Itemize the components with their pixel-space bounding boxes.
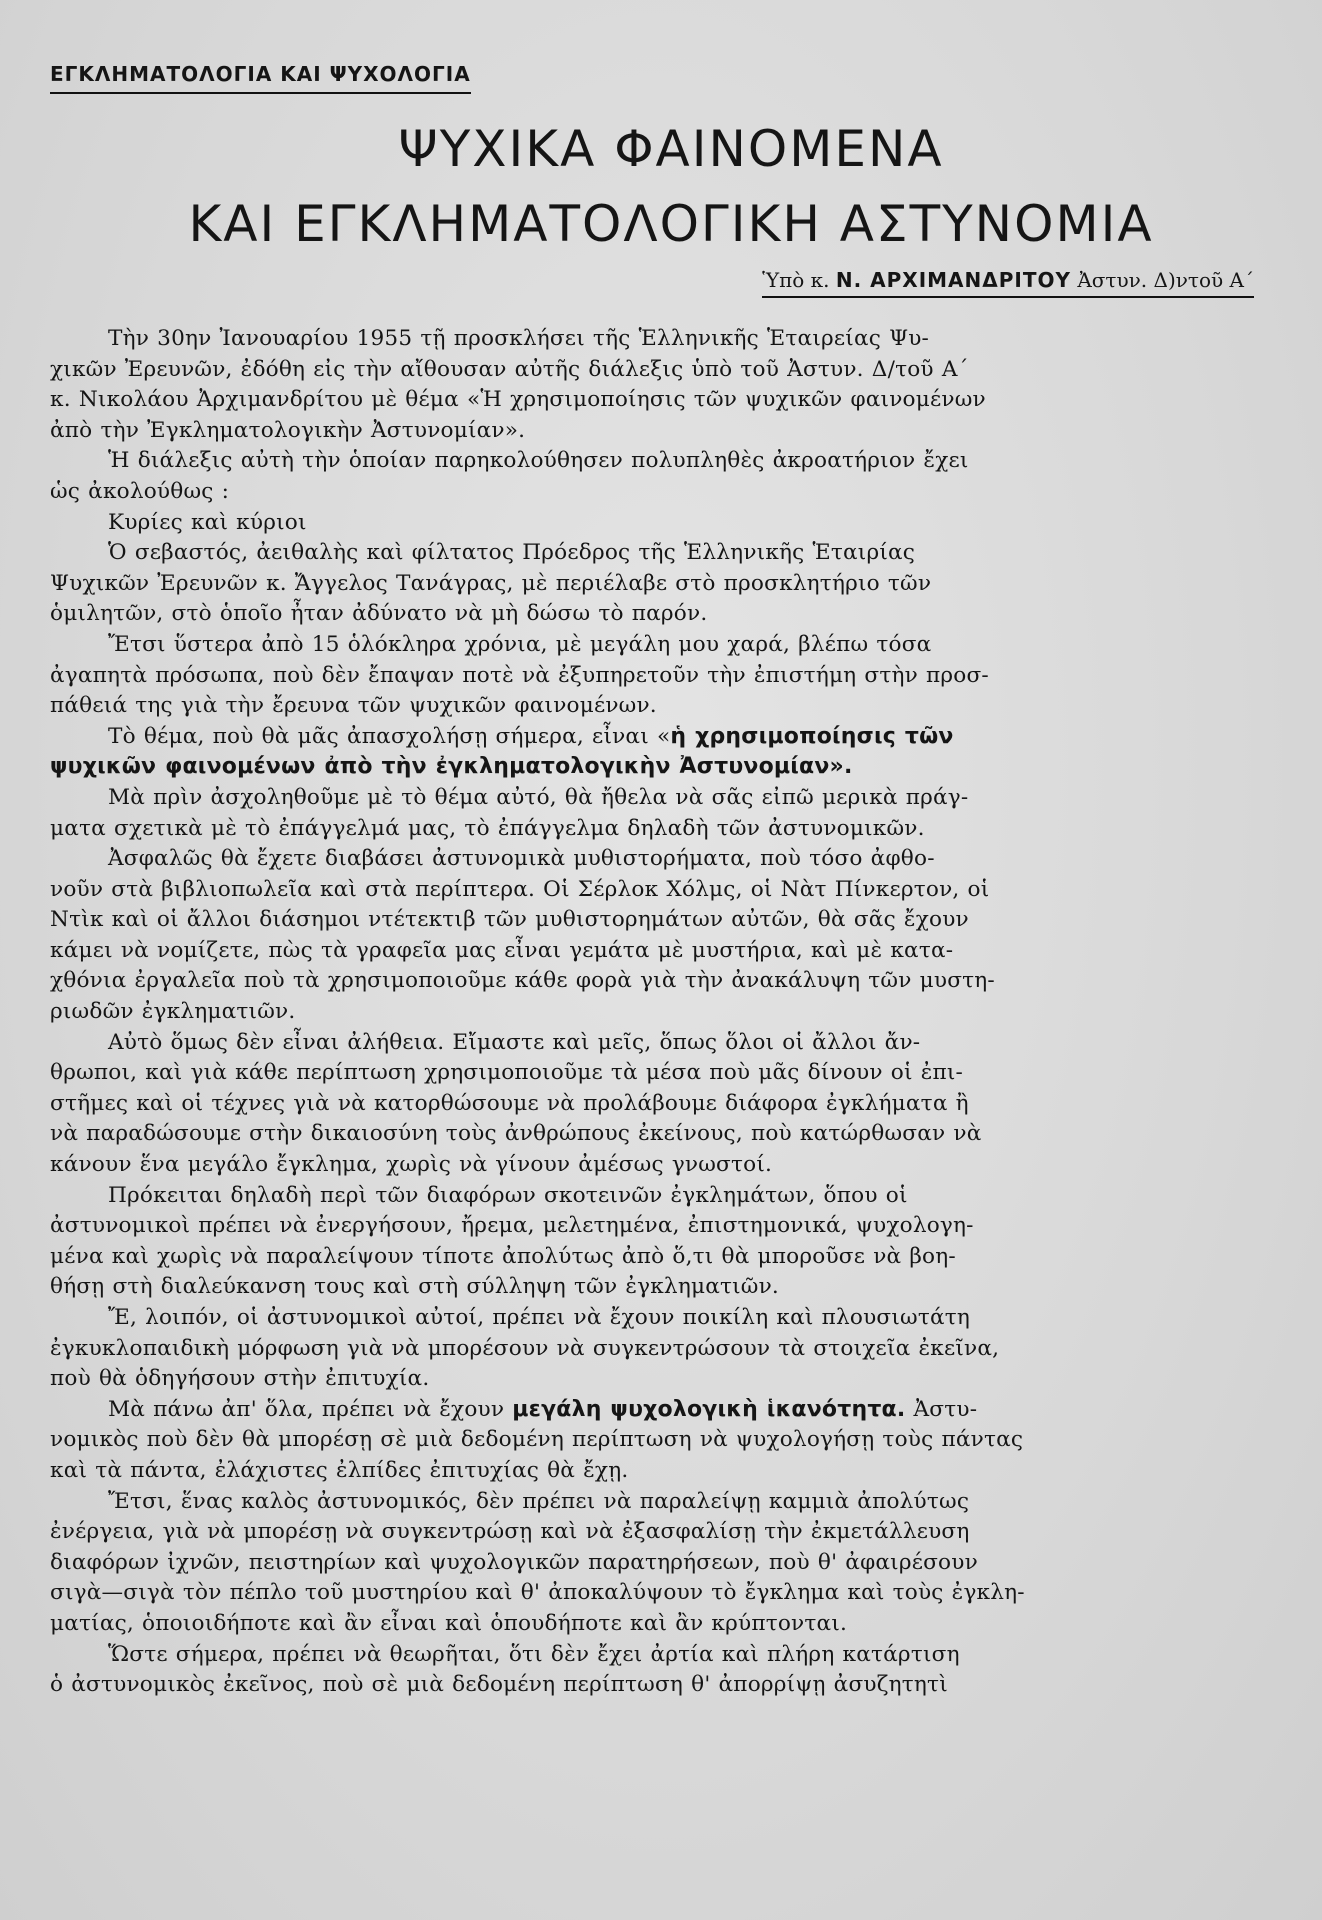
- body-line: [50, 1640, 1160, 1671]
- body-line-text: Κυρίες καὶ κύριοι: [108, 509, 307, 535]
- body-line: [50, 1395, 1160, 1426]
- body-line-text: πάθειά της γιὰ τὴν ἔρευνα τῶν ψυχικῶν φαινομένων.: [50, 693, 657, 719]
- body-line-text: Ἡ διάλεξις αὐτὴ τὴν ὁποίαν παρηκολούθησεν πολυπληθὲς ἀκροατήριον ἔχει: [108, 448, 969, 474]
- body-line-text: ριωδῶν ἐγκληματιῶν.: [50, 999, 296, 1025]
- body-line-text: ὡς ἀκολούθως :: [50, 478, 230, 504]
- body-line: [50, 446, 1160, 477]
- body-line-text: ὁμιλητῶν, στὸ ὁποῖο ἦταν ἀδύνατο νὰ μὴ δώσω τὸ παρόν.: [50, 601, 708, 627]
- body-line-text: Ἔτσι ὕστερα ἀπὸ 15 ὁλόκληρα χρόνια, μὲ μεγάλη μου χαρά, βλέπω τόσα: [108, 631, 932, 657]
- body-line-text: Μὰ πάνω ἀπ' ὅλα, πρέπει νὰ ἔχουν: [108, 1396, 513, 1422]
- body-line-text: ποὺ θὰ ὁδηγήσουν στὴν ἐπιτυχία.: [50, 1366, 430, 1392]
- body-line: [50, 905, 1160, 936]
- body-line-text: νὰ παραδώσουμε στὴν δικαιοσύνη τοὺς ἀνθρώπους ἐκείνους, ποὺ κατώρθωσαν νὰ: [50, 1121, 982, 1147]
- body-line-text: Πρόκειται δηλαδὴ περὶ τῶν διαφόρων σκοτεινῶν ἐγκλημάτων, ὅπου οἱ: [108, 1182, 908, 1208]
- emphasis-text: μεγάλη ψυχολογικὴ ἱκανότητα.: [512, 1396, 906, 1422]
- body-line-text: Τὴν 30ην Ἰανουαρίου 1955 τῇ προσκλήσει τῆς Ἑλληνικῆς Ἑταιρείας Ψυ-: [108, 326, 930, 351]
- body-line: [50, 1242, 1160, 1273]
- body-line-text: χθόνια ἐργαλεῖα ποὺ τὰ χρησιμοποιοῦμε κάθε φορὰ γιὰ τὴν ἀνακάλυψη τῶν μυστη-: [50, 968, 995, 994]
- author-name: Ν. ΑΡΧΙΜΑΝΔΡΙΤΟΥ: [835, 268, 1071, 292]
- body-line-text: νοῦν στὰ βιβλιοπωλεῖα καὶ στὰ περίπτερα. Οἱ Σέρλοκ Χόλμς, οἱ Νὰτ Πίνκερτον, οἱ: [50, 876, 990, 902]
- body-line: [50, 752, 1160, 783]
- emphasis-text: ψυχικῶν φαινομένων ἀπὸ τὴν ἐγκληματολογικὴν Ἀστυνομίαν».: [50, 754, 853, 780]
- body-line-text: σιγὰ—σιγὰ τὸν πέπλο τοῦ μυστηρίου καὶ θ' ἀποκαλύψουν τὸ ἔγκλημα καὶ τοὺς ἐγκλη-: [50, 1580, 1025, 1606]
- body-line-text: καὶ τὰ πάντα, ἐλάχιστες ἐλπίδες ἐπιτυχίας θὰ ἔχῃ.: [50, 1457, 629, 1483]
- body-line-text: Ὥστε σήμερα, πρέπει νὰ θεωρῆται, ὅτι δὲν ἔχει ἀρτία καὶ πλήρη κατάρτιση: [108, 1641, 960, 1667]
- body-line: [50, 1670, 1160, 1701]
- body-line: [50, 936, 1160, 967]
- body-line: [50, 1211, 1160, 1242]
- body-line: [50, 1517, 1160, 1548]
- body-line-text: θήσῃ στὴ διαλεύκανση τους καὶ στὴ σύλληψη τῶν ἐγκληματιῶν.: [50, 1274, 779, 1300]
- body-line: [50, 1058, 1160, 1089]
- body-line-text: ἀστυνομικοὶ πρέπει νὰ ἐνεργήσουν, ἤρεμα, μελετημένα, ἐπιστημονικά, ψυχολογη-: [50, 1213, 974, 1239]
- body-line-text: Αὐτὸ ὅμως δὲν εἶναι ἀλήθεια. Εἴμαστε καὶ μεῖς, ὅπως ὅλοι οἱ ἄλλοι ἄν-: [108, 1029, 921, 1055]
- body-line-text: Ὁ σεβαστός, ἀειθαλὴς καὶ φίλτατος Πρόεδρος τῆς Ἑλληνικῆς Ἑταιρίας: [108, 540, 916, 566]
- body-line: [50, 355, 1160, 386]
- body-line: [50, 1456, 1160, 1487]
- body-line: [50, 1089, 1160, 1120]
- body-line-text: Τὸ θέμα, ποὺ θὰ μᾶς ἀπασχολήσῃ σήμερα, εἶναι «: [108, 723, 671, 749]
- body-line: [50, 416, 1160, 447]
- body-line-text: ἀγαπητὰ πρόσωπα, ποὺ δὲν ἔπαψαν ποτὲ νὰ ἐξυπηρετοῦν τὴν ἐπιστήμη στὴν προσ-: [50, 662, 989, 688]
- body-line: [50, 599, 1160, 630]
- article-body: [50, 324, 1160, 1701]
- body-line: [50, 1609, 1160, 1640]
- body-line: [50, 508, 1160, 539]
- body-line: [50, 1150, 1160, 1181]
- body-line: [50, 477, 1160, 508]
- section-header: ΕΓΚΛΗΜΑΤΟΛΟΓΙΑ ΚΑΙ ΨΥΧΟΛΟΓΙΑ: [50, 62, 471, 94]
- author-rank: Ἀστυν. Δ)ντοῦ Α΄: [1077, 268, 1254, 292]
- body-line: [50, 1303, 1160, 1334]
- title-line-1: ΨΥΧΙΚΑ ΦΑΙΝΟΜΕΝΑ: [398, 120, 944, 178]
- body-line: [50, 661, 1160, 692]
- body-line: [50, 875, 1160, 906]
- body-line-text: κάνουν ἕνα μεγάλο ἔγκλημα, χωρὶς νὰ γίνουν ἀμέσως γνωστοί.: [50, 1152, 773, 1178]
- body-line-text: χικῶν Ἐρευνῶν, ἐδόθη εἰς τὴν αἴθουσαν αὐτῆς διάλεξις ὑπὸ τοῦ Ἀστυν. Δ/τοῦ Α΄: [50, 356, 969, 382]
- byline: [50, 268, 1282, 298]
- body-line-text: Μὰ πρὶν ἀσχοληθοῦμε μὲ τὸ θέμα αὐτό, θὰ ἤθελα νὰ σᾶς εἰπῶ μερικὰ πράγ-: [108, 784, 969, 810]
- body-line: [50, 324, 1160, 355]
- body-line-text: ἐνέργεια, γιὰ νὰ μπορέσῃ νὰ συγκεντρώσῃ καὶ νὰ ἐξασφαλίσῃ τὴν ἐκμετάλλευση: [50, 1519, 970, 1545]
- body-line: [50, 783, 1160, 814]
- body-line-text: μένα καὶ χωρὶς νὰ παραλείψουν τίποτε ἀπολύτως ἀπὸ ὅ,τι θὰ μποροῦσε νὰ βοη-: [50, 1243, 956, 1269]
- body-line-text: Ἀσφαλῶς θὰ ἔχετε διαβάσει ἀστυνομικὰ μυθιστορήματα, ποὺ τόσο ἀφθο-: [108, 846, 935, 872]
- body-line: [50, 630, 1160, 661]
- body-line-text: ἀπὸ τὴν Ἐγκληματολογικὴν Ἀστυνομίαν».: [50, 417, 526, 443]
- body-line: [50, 691, 1160, 722]
- body-line: [50, 1028, 1160, 1059]
- body-line: [50, 385, 1160, 416]
- body-line: [50, 966, 1160, 997]
- body-line: [50, 1578, 1160, 1609]
- body-line-text: κάμει νὰ νομίζετε, πὼς τὰ γραφεῖα μας εἶναι γεμάτα μὲ μυστήρια, καὶ μὲ κατα-: [50, 937, 954, 963]
- body-line-text: θρωποι, καὶ γιὰ κάθε περίπτωση χρησιμοποιοῦμε τὰ μέσα ποὺ μᾶς δίνουν οἱ ἐπι-: [50, 1060, 964, 1086]
- emphasis-text: ἡ χρησιμοποίησις τῶν: [670, 723, 954, 749]
- body-line: [50, 722, 1160, 753]
- body-line: [50, 844, 1160, 875]
- body-line: [50, 1425, 1160, 1456]
- body-line: [50, 997, 1160, 1028]
- body-line: [50, 1272, 1160, 1303]
- body-line: [50, 1364, 1160, 1395]
- body-line-text: στῆμες καὶ οἱ τέχνες γιὰ νὰ κατορθώσουμε νὰ προλάβουμε διάφορα ἐγκλήματα ἢ: [50, 1090, 969, 1116]
- title-line-2: ΚΑΙ ΕΓΚΛΗΜΑΤΟΛΟΓΙΚΗ ΑΣΤΥΝΟΜΙΑ: [188, 195, 1154, 253]
- body-line-text: ματα σχετικὰ μὲ τὸ ἐπάγγελμά μας, τὸ ἐπάγγελμα δηλαδὴ τῶν ἀστυνομικῶν.: [50, 815, 925, 841]
- body-line: [50, 1487, 1160, 1518]
- body-line-text: ἐγκυκλοπαιδικὴ μόρφωση γιὰ νὰ μπορέσουν νὰ συγκεντρώσουν τὰ στοιχεῖα ἐκεῖνα,: [50, 1335, 1000, 1361]
- body-line-text: Ἔτσι, ἕνας καλὸς ἀστυνομικός, δὲν πρέπει νὰ παραλείψῃ καμμιὰ ἀπολύτως: [108, 1488, 970, 1514]
- body-line-text: κ. Νικολάου Ἀρχιμανδρίτου μὲ θέμα «Ἡ χρησιμοποίησις τῶν ψυχικῶν φαινομένων: [50, 387, 986, 413]
- body-line-text: νομικὸς ποὺ δὲν θὰ μπορέσῃ σὲ μιὰ δεδομένη περίπτωση νὰ ψυχολογήσῃ τοὺς πάντας: [50, 1427, 1024, 1453]
- body-line: [50, 569, 1160, 600]
- body-line: [50, 1119, 1160, 1150]
- body-line-text: ὁ ἀστυνομικὸς ἐκεῖνος, ποὺ σὲ μιὰ δεδομένη περίπτωση θ' ἀπορρίψῃ ἀσυζητητὶ: [50, 1672, 948, 1698]
- body-line-text: ματίας, ὁποιοιδήποτε καὶ ἂν εἶναι καὶ ὁπουδήποτε καὶ ἂν κρύπτονται.: [50, 1610, 848, 1636]
- body-line: [50, 1548, 1160, 1579]
- body-line-text: Ψυχικῶν Ἐρευνῶν κ. Ἄγγελος Τανάγρας, μὲ περιέλαβε στὸ προσκλητήριο τῶν: [50, 570, 932, 596]
- body-line-tail: Ἀστυ-: [905, 1396, 978, 1422]
- body-line: [50, 814, 1160, 845]
- title-block: [50, 114, 1282, 264]
- body-line: [50, 538, 1160, 569]
- body-line-text: Ἔ, λοιπόν, οἱ ἀστυνομικοὶ αὐτοί, πρέπει νὰ ἔχουν ποικίλη καὶ πλουσιωτάτη: [108, 1305, 971, 1330]
- body-line-text: διαφόρων ἰχνῶν, πειστηρίων καὶ ψυχολογικῶν παρατηρήσεων, ποὺ θ' ἀφαιρέσουν: [50, 1549, 978, 1575]
- byline-prefix: Ὑπὸ κ.: [762, 268, 830, 292]
- body-line: [50, 1181, 1160, 1212]
- body-line-text: Ντὶκ καὶ οἱ ἄλλοι διάσημοι ντέτεκτιβ τῶν μυθιστορημάτων αὐτῶν, θὰ σᾶς ἔχουν: [50, 907, 969, 933]
- body-line: [50, 1334, 1160, 1365]
- byline-text: [762, 268, 1254, 298]
